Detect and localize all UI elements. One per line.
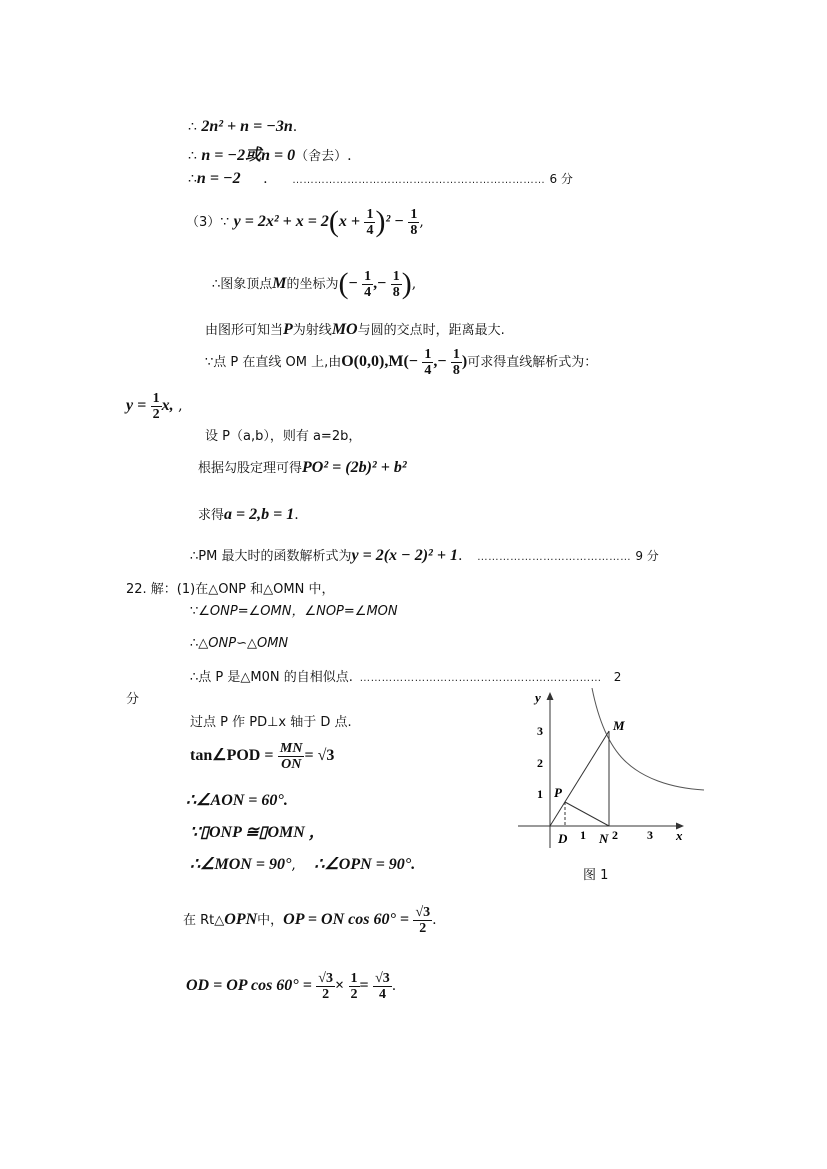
fraction: $\frac{1}{8}$ [452, 346, 460, 378]
point-label-P: P [554, 785, 562, 800]
tick-y-3: 3 [537, 724, 543, 738]
figure-caption: 图 1 [583, 868, 609, 883]
score-dots: …………………………………………………………… [292, 174, 545, 186]
line-17: 分 [126, 692, 140, 707]
score: 9 分 [635, 549, 659, 563]
point-label-N: N [599, 831, 609, 846]
fraction: $\frac{1}{4}$ [424, 346, 432, 378]
line-14: ∵∠ONP=∠OMN，∠NOP=∠MON [190, 604, 398, 619]
line-10: 根据勾股定理可得PO² = (2b)² + b² [198, 459, 407, 476]
equation: n = −2 [196, 170, 241, 187]
line-6: 由图形可知当P为射线MO与圆的交点时，距离最大. [205, 321, 505, 338]
tick-x-3: 3 [647, 828, 653, 842]
fraction: $\frac{MN}{ON}$ [279, 740, 303, 772]
tick-y-2: 2 [537, 756, 543, 770]
fraction: $\frac{√3}{2}$ [415, 904, 431, 936]
tick-x-2: 2 [612, 828, 618, 842]
fraction: $\frac{1}{2}$ [350, 970, 358, 1002]
y-axis-arrow [547, 692, 554, 700]
line-16: ∴点 P 是△M0N 的自相似点. ………………………………………………………… 2 [190, 670, 622, 685]
line-22: ∴∠MON = 90°, ∴∠OPN = 90°. [190, 856, 416, 873]
line-1: ∴ 2n² + n = −3n. [188, 118, 298, 135]
segment-PN [565, 802, 609, 826]
segment-OM [550, 731, 609, 826]
line-5: ∴图象顶点M的坐标为(− $\frac{1}{4}$ ,− $\frac{1}{8}$ ), [212, 267, 417, 300]
fraction: $\frac{1}{4}$ [366, 206, 374, 238]
score: 6 分 [549, 172, 573, 186]
line-8: y = $\frac{1}{2}$ x, , [126, 390, 183, 422]
score: 2 [613, 670, 622, 684]
line-11: 求得a = 2,b = 1. [198, 506, 299, 523]
line-2: ∴ n = −2或n = 0（舍去）. [188, 147, 352, 164]
point-label-M: M [613, 718, 625, 733]
tick-x-1: 1 [580, 828, 586, 842]
fraction: $\frac{√3}{4}$ [375, 970, 390, 1002]
line-12: ∴PM 最大时的函数解析式为y = 2(x − 2)² + 1. …………………………………… 9 分 [190, 547, 659, 564]
axis-label-x: x [676, 828, 683, 843]
line-18: 过点 P 作 PD⊥x 轴于 D 点. [190, 715, 352, 730]
line-15: ∴△ONP∽△OMN [190, 636, 289, 651]
line-3: ∴n = −2 . …………………………………………………………… 6 分 [188, 170, 573, 187]
tick-y-1: 1 [537, 787, 543, 801]
line-24: OD = OP cos 60° = $\frac{√3}{2}$ × $\frac{1}{2}$ = $\frac{√3}{4}$ . [186, 970, 397, 1002]
score-dots: …………………………………… [476, 551, 631, 563]
figure-1-diagram [512, 688, 708, 856]
equation: 2n² + n = −3n [201, 118, 293, 135]
score-dots: ………………………………………………………… [359, 672, 602, 684]
equation: n = −2或n = 0 [201, 147, 296, 164]
fraction: $\frac{1}{2}$ [152, 390, 160, 422]
line-21: ∵▯ONP ≅▯OMN ， [190, 824, 325, 841]
fraction: $\frac{√3}{2}$ [318, 970, 333, 1002]
fraction: $\frac{1}{4}$ [364, 268, 372, 300]
line-9: 设 P（a,b），则有 a=2b， [205, 429, 362, 444]
line-19: tan∠POD = $\frac{MN}{ON}$ = √3 [190, 740, 335, 772]
axis-label-y: y [535, 690, 541, 705]
fraction: $\frac{1}{8}$ [410, 206, 418, 238]
line-20: ∴∠AON = 60°. [186, 792, 288, 809]
line-7: ∵点 P 在直线 OM 上,由O(0,0),M(− $\frac{1}{4}$ ,− $\frac{1}{8}$ )可求得直线解析式为： [205, 346, 598, 378]
line-4: （3）∵ y = 2x² + x = 2(x + $\frac{1}{4}$ )² − $\frac{1}{8}$ , [186, 205, 424, 238]
line-13: 22. 解：(1)在△ONP 和△OMN 中， [126, 582, 335, 597]
line-23: 在 Rt△OPN中，OP = ON cos 60° = $\frac{√3}{2}$ . [183, 904, 437, 936]
fraction: $\frac{1}{8}$ [392, 268, 400, 300]
point-label-D: D [558, 831, 568, 846]
